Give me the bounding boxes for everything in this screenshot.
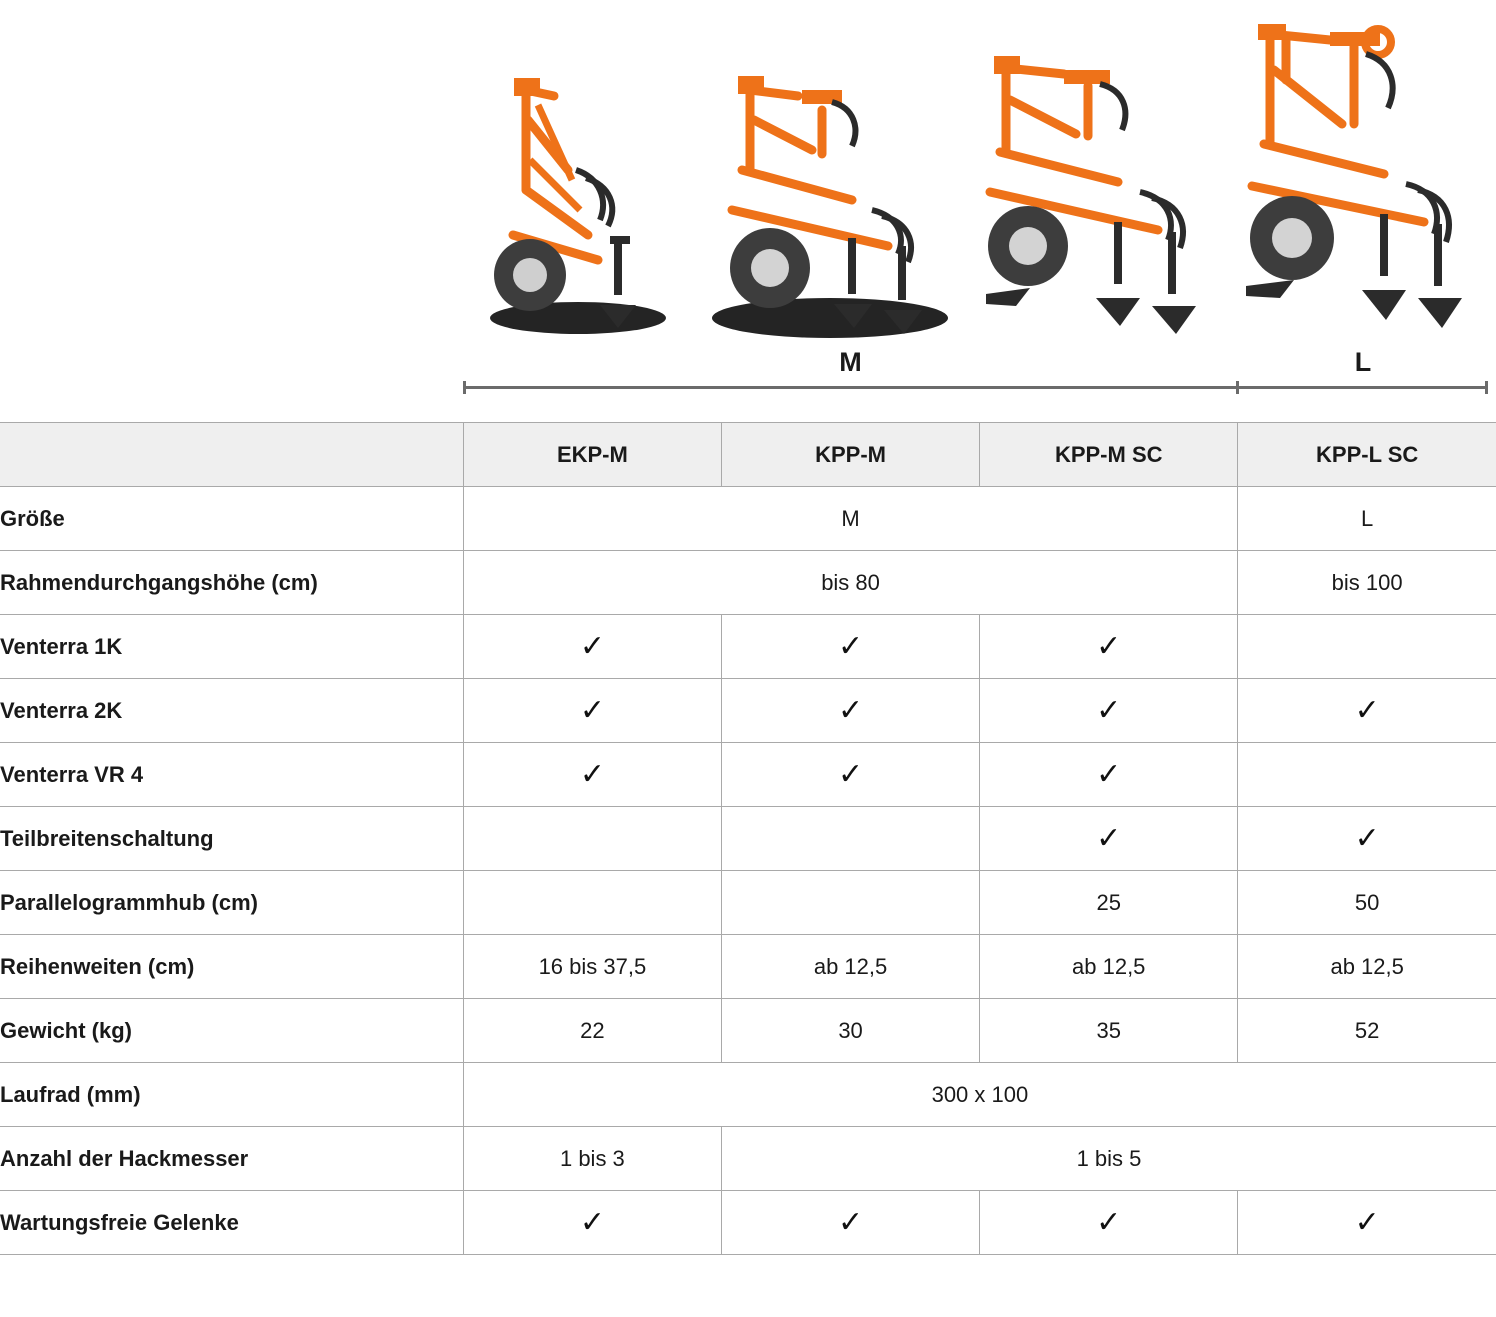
cell-teilbreiten-ekp-m bbox=[463, 807, 721, 871]
row-label-laufrad: Laufrad (mm) bbox=[0, 1063, 463, 1127]
table-row bbox=[0, 615, 1496, 679]
row-label-venterra-2k: Venterra 2K bbox=[0, 679, 463, 743]
column-header-ekp-m: EKP-M bbox=[463, 423, 721, 487]
cell-reihenweiten-kpp-m-sc: ab 12,5 bbox=[980, 935, 1238, 999]
cell-gewicht-kpp-m: 30 bbox=[721, 999, 979, 1063]
table-row bbox=[0, 871, 1496, 935]
cell-venterra2k-kpp-l-sc bbox=[1238, 679, 1496, 743]
row-label-venterra-vr4: Venterra VR 4 bbox=[0, 743, 463, 807]
product-image-ekp-m bbox=[463, 10, 702, 340]
machine-illustration-icon bbox=[468, 60, 698, 340]
table-row bbox=[0, 1063, 1496, 1127]
machine-illustration-icon bbox=[702, 50, 964, 340]
table-row bbox=[0, 1127, 1496, 1191]
row-label-wartungsfreie-gelenke: Wartungsfreie Gelenke bbox=[0, 1191, 463, 1255]
size-bracket-rule bbox=[463, 381, 1488, 395]
check-icon: ✓ bbox=[579, 692, 605, 728]
check-icon: ✓ bbox=[1096, 756, 1122, 792]
cell-groesse-m: M bbox=[463, 487, 1238, 551]
cell-reihenweiten-kpp-l-sc: ab 12,5 bbox=[1238, 935, 1496, 999]
cell-venterra2k-kpp-m bbox=[721, 679, 979, 743]
size-group-label-l: L bbox=[1354, 347, 1372, 377]
cell-parallelogrammhub-kpp-l-sc: 50 bbox=[1238, 871, 1496, 935]
column-header-kpp-m-sc: KPP-M SC bbox=[980, 423, 1238, 487]
row-label-anzahl-hackmesser: Anzahl der Hackmesser bbox=[0, 1127, 463, 1191]
cell-gewicht-ekp-m: 22 bbox=[463, 999, 721, 1063]
cell-rahmenhoehe-m: bis 80 bbox=[463, 551, 1238, 615]
cell-gelenke-kpp-l-sc bbox=[1238, 1191, 1496, 1255]
cell-parallelogrammhub-kpp-m-sc: 25 bbox=[980, 871, 1238, 935]
cell-venterra1k-ekp-m bbox=[463, 615, 721, 679]
size-group-label-m: M bbox=[839, 347, 862, 377]
cell-venterra2k-ekp-m bbox=[463, 679, 721, 743]
size-group-labels bbox=[463, 340, 1488, 378]
table-row bbox=[0, 551, 1496, 615]
cell-venterra1k-kpp-l-sc bbox=[1238, 615, 1496, 679]
cell-gelenke-kpp-m bbox=[721, 1191, 979, 1255]
cell-venterra2k-kpp-m-sc bbox=[980, 679, 1238, 743]
check-icon: ✓ bbox=[837, 1204, 864, 1240]
bracket-line bbox=[463, 386, 1488, 389]
cell-reihenweiten-ekp-m: 16 bis 37,5 bbox=[463, 935, 721, 999]
check-icon: ✓ bbox=[1354, 1204, 1380, 1240]
cell-parallelogrammhub-ekp-m bbox=[463, 871, 721, 935]
table-row bbox=[0, 679, 1496, 743]
cell-hackmesser-ekp-m: 1 bis 3 bbox=[463, 1127, 721, 1191]
check-icon: ✓ bbox=[579, 1204, 605, 1240]
machine-illustration-icon bbox=[964, 40, 1226, 340]
table-row bbox=[0, 1191, 1496, 1255]
product-image-kpp-m bbox=[702, 10, 964, 340]
check-icon: ✓ bbox=[1354, 692, 1380, 728]
specification-table bbox=[0, 422, 1496, 1255]
check-icon: ✓ bbox=[837, 756, 864, 792]
cell-hackmesser-rest: 1 bis 5 bbox=[721, 1127, 1496, 1191]
cell-rahmenhoehe-l: bis 100 bbox=[1238, 551, 1496, 615]
row-label-parallelogrammhub: Parallelogrammhub (cm) bbox=[0, 871, 463, 935]
table-header-row bbox=[0, 423, 1496, 487]
cell-groesse-l: L bbox=[1238, 487, 1496, 551]
cell-venterravr4-ekp-m bbox=[463, 743, 721, 807]
cell-laufrad-all: 300 x 100 bbox=[463, 1063, 1496, 1127]
table-row bbox=[0, 487, 1496, 551]
row-label-groesse: Größe bbox=[0, 487, 463, 551]
table-row bbox=[0, 935, 1496, 999]
check-icon: ✓ bbox=[579, 756, 605, 792]
product-image-kpp-l-sc bbox=[1226, 10, 1488, 340]
product-image-kpp-m-sc bbox=[964, 10, 1226, 340]
check-icon: ✓ bbox=[837, 628, 864, 664]
check-icon: ✓ bbox=[579, 628, 605, 664]
cell-gewicht-kpp-l-sc: 52 bbox=[1238, 999, 1496, 1063]
cell-venterravr4-kpp-m bbox=[721, 743, 979, 807]
cell-gelenke-ekp-m bbox=[463, 1191, 721, 1255]
cell-gelenke-kpp-m-sc bbox=[980, 1191, 1238, 1255]
product-image-row bbox=[463, 10, 1488, 340]
cell-teilbreiten-kpp-m-sc bbox=[980, 807, 1238, 871]
bracket-tick-end bbox=[1485, 381, 1488, 394]
cell-reihenweiten-kpp-m: ab 12,5 bbox=[721, 935, 979, 999]
cell-teilbreiten-kpp-m bbox=[721, 807, 979, 871]
row-label-reihenweiten: Reihenweiten (cm) bbox=[0, 935, 463, 999]
check-icon: ✓ bbox=[1354, 820, 1380, 856]
bracket-tick-middle bbox=[1236, 381, 1239, 394]
check-icon: ✓ bbox=[837, 692, 864, 728]
row-label-venterra-1k: Venterra 1K bbox=[0, 615, 463, 679]
table-corner-cell bbox=[0, 423, 463, 487]
check-icon: ✓ bbox=[1096, 692, 1122, 728]
cell-parallelogrammhub-kpp-m bbox=[721, 871, 979, 935]
table-row bbox=[0, 743, 1496, 807]
check-icon: ✓ bbox=[1096, 820, 1122, 856]
cell-teilbreiten-kpp-l-sc bbox=[1238, 807, 1496, 871]
cell-venterra1k-kpp-m-sc bbox=[980, 615, 1238, 679]
cell-venterra1k-kpp-m bbox=[721, 615, 979, 679]
column-header-kpp-l-sc: KPP-L SC bbox=[1238, 423, 1496, 487]
row-label-rahmendurchgangshoehe: Rahmendurchgangshöhe (cm) bbox=[0, 551, 463, 615]
column-header-kpp-m: KPP-M bbox=[721, 423, 979, 487]
table-row bbox=[0, 999, 1496, 1063]
product-illustration-area bbox=[0, 0, 1496, 377]
row-label-teilbreitenschaltung: Teilbreitenschaltung bbox=[0, 807, 463, 871]
check-icon: ✓ bbox=[1096, 628, 1122, 664]
row-label-gewicht: Gewicht (kg) bbox=[0, 999, 463, 1063]
table-row bbox=[0, 807, 1496, 871]
machine-illustration-icon bbox=[1226, 24, 1488, 340]
cell-venterravr4-kpp-m-sc bbox=[980, 743, 1238, 807]
cell-venterravr4-kpp-l-sc bbox=[1238, 743, 1496, 807]
check-icon: ✓ bbox=[1096, 1204, 1122, 1240]
cell-gewicht-kpp-m-sc: 35 bbox=[980, 999, 1238, 1063]
bracket-tick-start bbox=[463, 381, 466, 394]
